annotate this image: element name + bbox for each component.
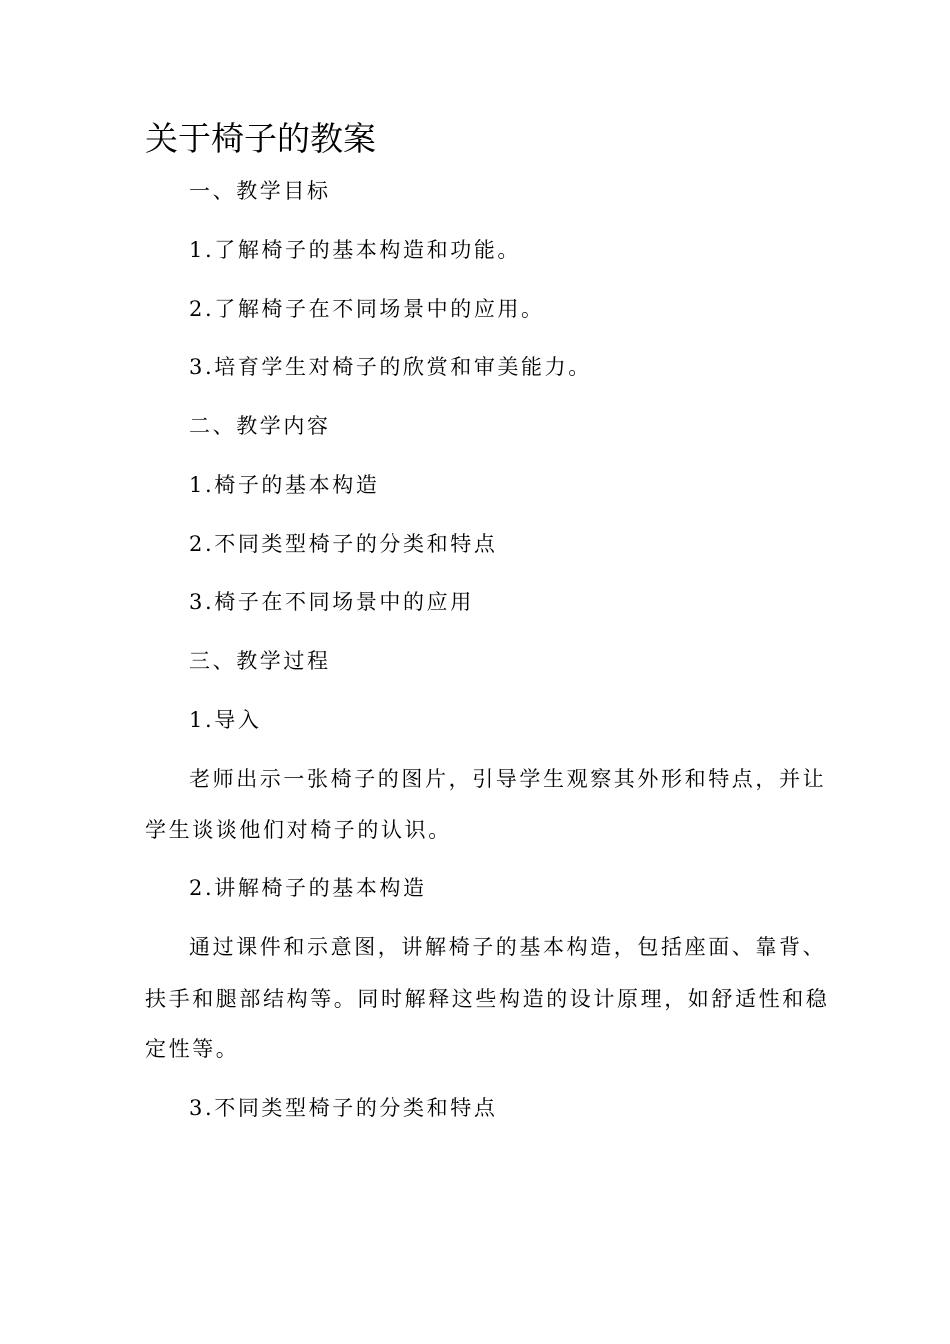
process-step-2-text-line-3: 定性等。 bbox=[145, 1037, 240, 1061]
content-item-3: 3.椅子在不同场景中的应用 bbox=[189, 590, 474, 614]
process-step-1-text-line-2: 学生谈谈他们对椅子的认识。 bbox=[145, 818, 452, 842]
process-step-2-heading: 2.讲解椅子的基本构造 bbox=[189, 876, 427, 900]
content-item-2: 2.不同类型椅子的分类和特点 bbox=[189, 532, 498, 556]
process-step-2-text-line-1: 通过课件和示意图，讲解椅子的基本构造，包括座面、靠背、 bbox=[189, 935, 827, 959]
process-step-3-heading: 3.不同类型椅子的分类和特点 bbox=[189, 1096, 498, 1120]
content-item-1: 1.椅子的基本构造 bbox=[189, 473, 380, 497]
process-step-2-text-line-2: 扶手和腿部结构等。同时解释这些构造的设计原理，如舒适性和稳 bbox=[145, 987, 830, 1011]
objective-item-2: 2.了解椅子在不同场景中的应用。 bbox=[189, 297, 545, 321]
objective-item-3: 3.培育学生对椅子的欣赏和审美能力。 bbox=[189, 355, 592, 379]
section-heading-objectives: 一、教学目标 bbox=[189, 179, 331, 203]
section-heading-process: 三、教学过程 bbox=[189, 649, 331, 673]
process-step-1-heading: 1.导入 bbox=[189, 708, 262, 732]
objective-item-1: 1.了解椅子的基本构造和功能。 bbox=[189, 238, 522, 262]
process-step-1-text-line-1: 老师出示一张椅子的图片，引导学生观察其外形和特点，并让 bbox=[189, 767, 827, 791]
document-title: 关于椅子的教案 bbox=[145, 119, 376, 158]
section-heading-content: 二、教学内容 bbox=[189, 414, 331, 438]
